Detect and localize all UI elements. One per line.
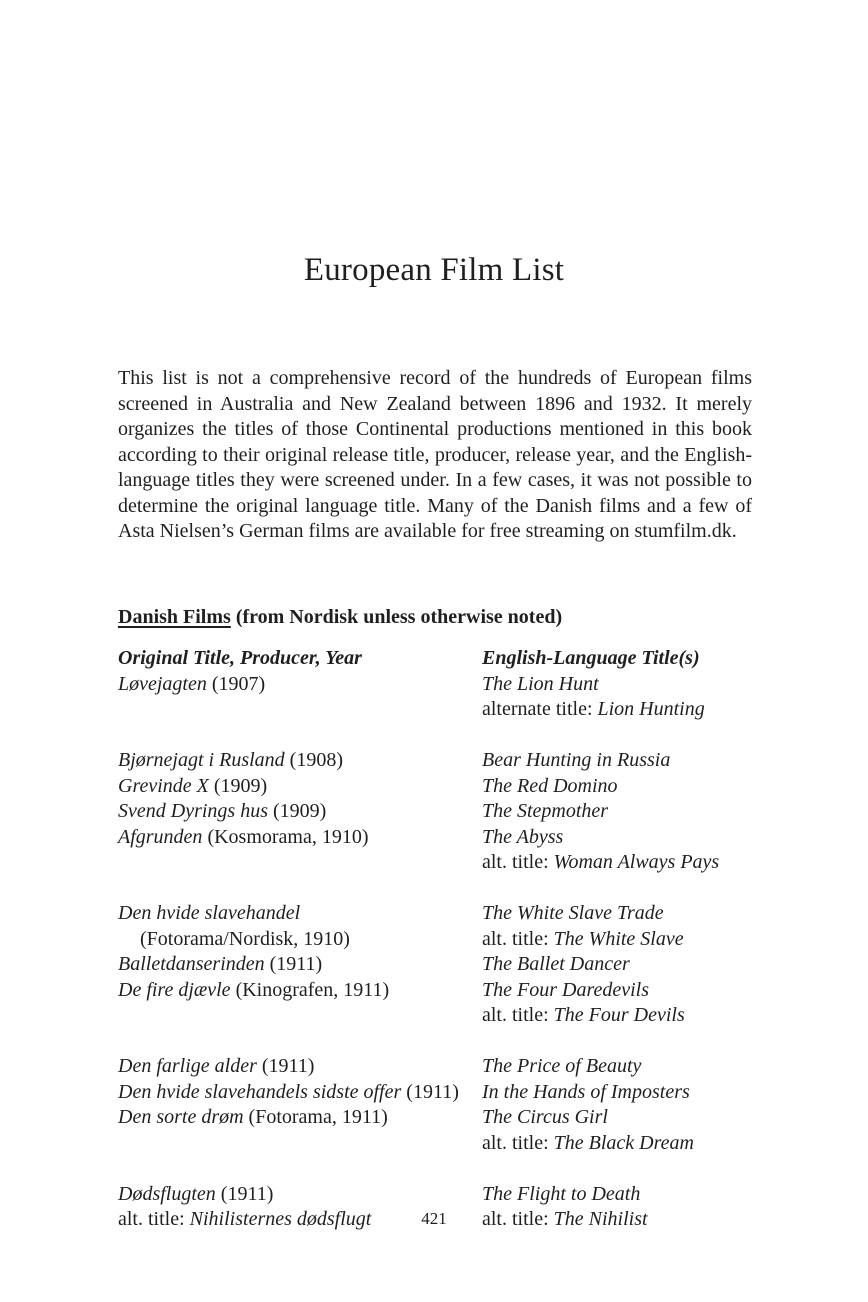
film-title: The Circus Girl xyxy=(482,1106,608,1128)
film-title: The Lion Hunt xyxy=(482,672,599,695)
film-title: De fire djævle xyxy=(118,978,231,1001)
original-title-row xyxy=(118,1080,480,1106)
english-title-row xyxy=(482,1156,782,1182)
film-details: (1909) xyxy=(267,800,327,822)
alt-title-prefix: alternate title: xyxy=(482,698,598,720)
english-title-column xyxy=(482,646,782,1233)
intro-paragraph: This list is not a comprehensive record of the hundreds of European films screened in Australia and New Zealand between 1896 and 1932. It merely organizes the titles of those Continental productions mentioned in this book according to their original release title, producer, release year, and the English-language titles they were screened under. In a few cases, it was not possible to determine the original language title. Many of the Danish films and a few of Asta Nielsen’s German films are available for free streaming on stumfilm.dk. xyxy=(118,367,752,542)
original-title-row xyxy=(118,825,480,851)
film-title: The Abyss xyxy=(482,825,564,848)
film-title: Balletdanserinden xyxy=(118,953,265,975)
original-title-row xyxy=(118,723,480,749)
film-title: Woman Always Pays xyxy=(553,851,720,873)
original-title-column xyxy=(118,646,480,1233)
alt-title-prefix: alt. title: xyxy=(482,851,554,873)
film-title: Nihilisternes dødsflugt xyxy=(189,1208,372,1230)
film-details: (1911) xyxy=(256,1055,315,1077)
english-title-row xyxy=(482,901,782,927)
film-title: Den sorte drøm xyxy=(118,1106,244,1128)
english-title-row xyxy=(482,876,782,902)
section-name: Danish Films xyxy=(118,606,231,628)
alt-title-prefix: alt. title: xyxy=(118,1208,190,1230)
left-column-header: Original Title, Producer, Year xyxy=(118,647,362,669)
film-details: (1911) xyxy=(401,1080,459,1103)
film-title: In the Hands of Imposters xyxy=(482,1080,690,1103)
alt-title-prefix: alt. title: xyxy=(482,927,554,950)
film-title: Lion Hunting xyxy=(597,698,705,720)
english-title-row xyxy=(482,1080,782,1106)
film-details: (Fotorama, 1911) xyxy=(243,1106,388,1128)
film-title: Den farlige alder xyxy=(118,1055,257,1077)
original-title-row xyxy=(118,1105,480,1131)
english-title-row xyxy=(482,697,782,723)
film-title: Den hvide slavehandels sidste offer xyxy=(118,1080,402,1103)
original-title-row xyxy=(118,1182,480,1208)
page-number: 421 xyxy=(421,1209,447,1228)
alt-title-prefix: alt. title: xyxy=(482,1131,554,1154)
film-details: (Kinografen, 1911) xyxy=(230,978,390,1001)
english-title-row xyxy=(482,1003,782,1029)
english-title-row xyxy=(482,748,782,774)
original-title-row xyxy=(118,1029,480,1055)
original-title-row xyxy=(118,697,480,723)
film-title: The Nihilist xyxy=(553,1208,648,1230)
original-title-row xyxy=(118,978,480,1004)
english-title-row xyxy=(482,978,782,1004)
english-title-row xyxy=(482,1105,782,1131)
original-title-row xyxy=(118,901,480,927)
original-title-row xyxy=(118,799,480,825)
original-title-row xyxy=(118,876,480,902)
page-title: European Film List xyxy=(303,252,565,288)
film-title: The Four Daredevils xyxy=(482,978,650,1001)
film-title: The Four Devils xyxy=(553,1004,685,1026)
film-title: The Price of Beauty xyxy=(482,1055,642,1077)
english-title-row xyxy=(482,952,782,978)
english-title-row xyxy=(482,1029,782,1055)
film-title: Bear Hunting in Russia xyxy=(482,749,671,771)
english-title-row xyxy=(482,927,782,953)
original-title-row xyxy=(118,850,480,876)
english-title-row xyxy=(482,1054,782,1080)
film-details: (1911) xyxy=(215,1182,274,1205)
film-title: The Red Domino xyxy=(482,774,618,797)
film-title: The Black Dream xyxy=(553,1131,694,1154)
film-title: Løvejagten xyxy=(118,672,207,695)
film-title: Den hvide slavehandel xyxy=(118,902,301,924)
film-details: (1909) xyxy=(208,774,268,797)
original-title-row xyxy=(118,1131,480,1157)
original-title-row xyxy=(118,952,480,978)
film-title: The Stepmother xyxy=(482,800,609,822)
alt-title-prefix: alt. title: xyxy=(482,1208,554,1230)
film-title: The Flight to Death xyxy=(482,1182,641,1205)
original-title-row xyxy=(118,1156,480,1182)
english-title-row xyxy=(482,723,782,749)
english-title-row xyxy=(482,850,782,876)
original-title-row xyxy=(118,774,480,800)
english-title-row xyxy=(482,799,782,825)
english-title-row xyxy=(482,1131,782,1157)
original-title-row xyxy=(118,672,480,698)
original-title-row xyxy=(118,748,480,774)
film-title: The Ballet Dancer xyxy=(482,953,630,975)
film-details: (Kosmorama, 1910) xyxy=(202,825,369,848)
english-title-row xyxy=(482,825,782,851)
film-title: The White Slave Trade xyxy=(482,902,664,924)
original-title-row xyxy=(118,927,480,953)
film-title: The White Slave xyxy=(553,927,684,950)
right-column-header: English-Language Title(s) xyxy=(482,647,700,669)
film-title: Afgrunden xyxy=(118,825,203,848)
film-title: Bjørnejagt i Rusland xyxy=(118,749,285,771)
original-title-row xyxy=(118,1054,480,1080)
section-note: (from Nordisk unless otherwise noted) xyxy=(230,606,563,628)
english-title-row xyxy=(482,1182,782,1208)
english-title-row xyxy=(482,672,782,698)
original-title-row xyxy=(118,1003,480,1029)
film-details: (Fotorama/Nordisk, 1910) xyxy=(140,927,350,950)
film-details: (1907) xyxy=(206,672,266,695)
section-heading xyxy=(118,606,562,629)
film-details: (1908) xyxy=(284,749,343,771)
film-title: Dødsflugten xyxy=(118,1182,216,1205)
film-details: (1911) xyxy=(264,953,323,975)
english-title-row xyxy=(482,774,782,800)
film-title: Grevinde X xyxy=(118,774,209,797)
film-title: Svend Dyrings hus xyxy=(118,800,268,822)
alt-title-prefix: alt. title: xyxy=(482,1004,554,1026)
